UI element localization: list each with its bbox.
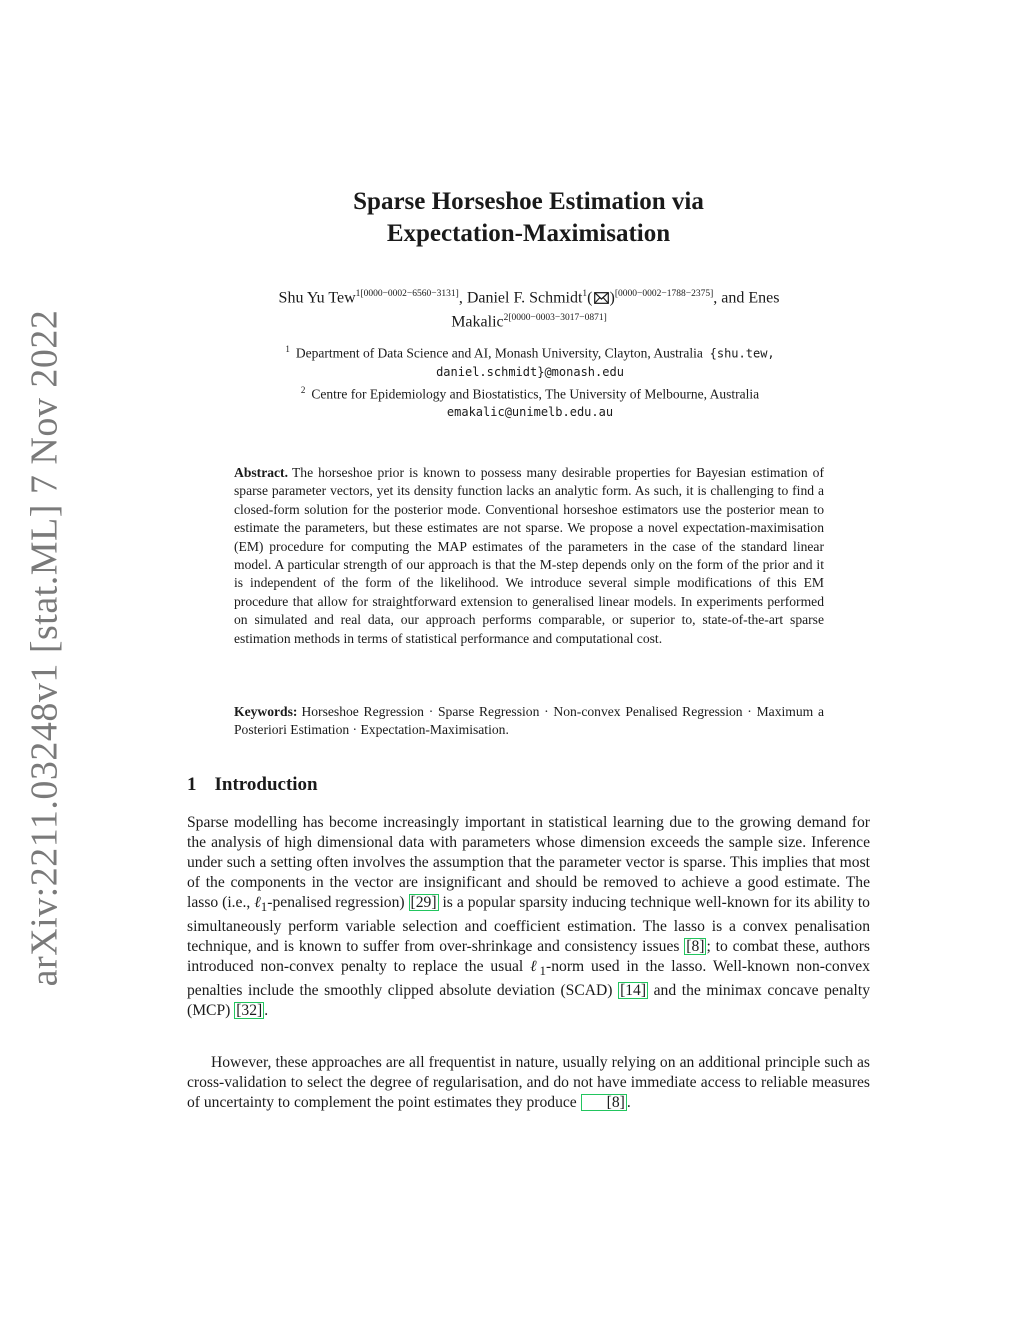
author-2-affil: 1: [582, 289, 588, 299]
author-and: , and Enes: [713, 289, 780, 307]
author-1-orcid: 1[0000−0002−6560−3131]: [355, 289, 459, 299]
citation-link[interactable]: [8]: [686, 938, 705, 956]
affiliation-2: $^2$ Centre for Epidemiology and Biostatistics, The University of Melbourne, Australia: [300, 384, 760, 401]
affiliations: [210, 340, 850, 421]
author-list: Shu Yu Tew$^{1[0000-0002-6560-3131]}$, Daniel F. Schmidt$^1$( )[0000−0002−1788−2375], and Enes Makalic$^{2[0000-0003-3017-0871]}$: [278, 289, 780, 331]
section-number: 1: [187, 774, 197, 795]
title-line-2: Expectation-Maximisation: [386, 220, 671, 247]
affiliation-1: $^1$ Department of Data Science and AI, Monash University, Clayton, Australia {shu.tew,: [285, 344, 775, 361]
arxiv-stamp: [18, 309, 70, 987]
title-line-1: Sparse Horseshoe Estimation via: [353, 188, 704, 215]
abstract-text: The horseshoe prior is known to possess many desirable properties for Bayesian estimation of sparse parameter vectors, yet its density function lacks an analytic form. As such, it is challenging to find a closed-form solution for the posterior mode. Conventional horseshoe estimators use the posterior mean to estimate the parameters, but these estimates are not sparse. We propose a novel expectation-maximisation (EM) procedure for computing the MAP estimates of the parameters in the case of the standard linear model. A particular strength of our approach is that the M-step depends only on the form of the prior and it is independent of the form of the likelihood. We introduce several simple modifications of this EM procedure that allow for straightforward extension to generalised linear models. In experiments performed on simulated and real data, our approach performs comparable, or superior to, state-of-the-art sparse estimation methods in terms of statistical performance and computational cost.: [234, 465, 824, 646]
keywords: [234, 703, 824, 740]
abstract-label: Abstract.: [234, 465, 288, 480]
envelope-icon: [594, 292, 609, 304]
affiliation-1-email-b: daniel.schmidt}@monash.edu: [436, 364, 624, 379]
author-3-name: Makalic: [451, 313, 504, 331]
arxiv-stamp-text: arXiv:2211.03248v1 [stat.ML] 7 Nov 2022: [23, 309, 66, 987]
citation-link[interactable]: [29]: [410, 894, 437, 911]
affiliation-1-email-line: [210, 363, 850, 381]
abstract: [234, 464, 824, 648]
citation-link[interactable]: [32]: [236, 1002, 263, 1020]
author-1-name: Shu Yu Tew: [278, 289, 356, 307]
affiliation-1-email-a: {shu.tew,: [709, 346, 775, 361]
author-2-orcid: [0000−0002−1788−2375]: [614, 289, 714, 299]
affiliation-2-email: emakalic@unimelb.edu.au: [446, 405, 614, 419]
citation-link[interactable]: [8]: [581, 1094, 627, 1111]
keywords-label: Keywords:: [234, 704, 298, 719]
author-2-name: , Daniel F. Schmidt: [458, 289, 583, 307]
section-title: Introduction: [214, 774, 318, 795]
paper-title: [187, 186, 870, 250]
citation-link[interactable]: [14]: [620, 982, 647, 1000]
keywords-text: Horseshoe Regression · Sparse Regression · Non-convex Penalised Regression · Maximum a Posteriori Estimation · Expectation-Maximisation.: [234, 704, 824, 738]
section-heading: [187, 774, 318, 796]
intro-paragraph-2: However, these approaches are all frequentist in nature, usually relying on an additional principle such as cross-validation to select the degree of regularisation, and do not have immediate access to reliable measures of uncertainty to complement the point estimates they produce [8] .: [187, 1054, 870, 1111]
affiliation-2-email-line: [210, 403, 850, 421]
author-3-orcid: 2[0000−0003−3017−0871]: [503, 313, 607, 324]
intro-paragraph-1: Sparse modelling has become increasingly important in statistical learning due to the growing demand for the analysis of high dimensional data with parameters whose dimension exceeds the sample size. Inference under such a setting often involves the assumption that the parameter vector is sparse. This implies that most of the components in the vector are insignificant and should be removed to achieve a good estimate. The lasso (i.e., ℓ$_1$-penalised regression) [29] is a popular sparsity inducing technique well-known for its ability to simultaneously perform variable selection and coefficient estimation. The lasso is a convex penalisation technique, and is known to suffer from over-shrinkage and consistency issues [8] ; to combat these, authors introduced non-convex penalty to replace the usual ℓ$_1$-norm used in the lasso. Well-known non-convex penalties include the smoothly clipped absolute deviation (SCAD) [14] and the minimax concave penalty (MCP) [32] .: [187, 814, 871, 1020]
